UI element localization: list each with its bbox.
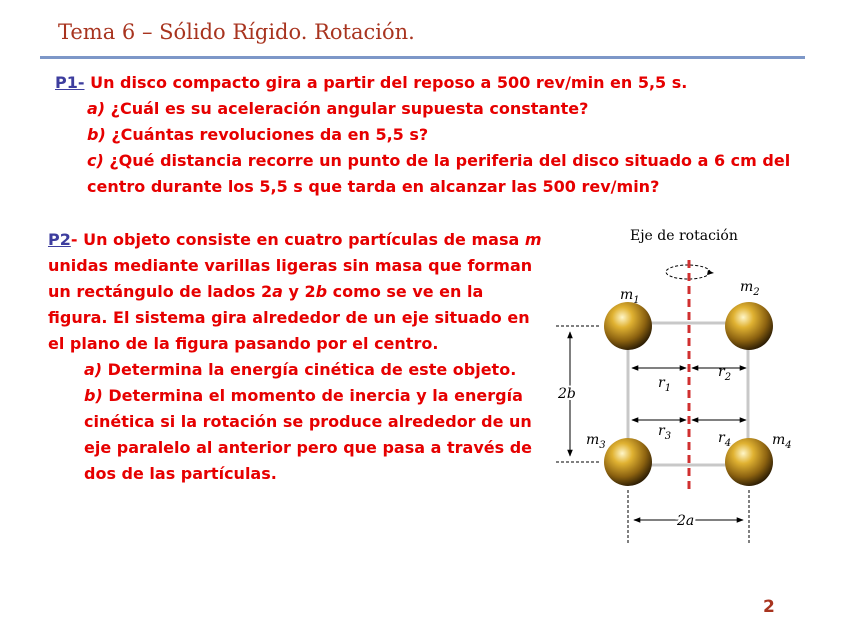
problem-2-text-4: como se ve en la figura. El sistema gira alrededor de un eje situado en el plano de la figura pasando por el centro. xyxy=(48,282,530,353)
label-r1: $r_1$ xyxy=(658,375,672,394)
problem-2-text-3: y 2 xyxy=(282,282,316,301)
label-m2: $m_2$ xyxy=(740,279,760,298)
part-c-text: ¿Qué distancia recorre un punto de la periferia del disco situado a 6 cm del centro durante los 5,5 s que tarda en alcanzar las 500 rev/min? xyxy=(87,151,791,196)
problem-1-text: Un disco compacto gira a partir del reposo a 500 rev/min en 5,5 s. xyxy=(84,73,688,92)
part-b-label: b) xyxy=(87,125,106,144)
problem-2-text-1: - Un objeto consiste en cuatro partículas de masa xyxy=(70,230,525,249)
problem-2-part-a xyxy=(48,357,543,383)
mass-variable: m xyxy=(524,230,542,249)
part-a-text: ¿Cuál es su aceleración angular supuesta constante? xyxy=(105,99,589,118)
rectangle-particles-figure xyxy=(540,222,810,552)
problem-2-part-b xyxy=(48,383,543,487)
problem-2-statement xyxy=(48,227,543,357)
problem-1-part-a xyxy=(55,96,825,122)
part-b-text: ¿Cuántas revoluciones da en 5,5 s? xyxy=(105,125,429,144)
particle-m2 xyxy=(725,302,773,350)
page-number: 2 xyxy=(763,597,775,617)
particle-m1 xyxy=(604,302,652,350)
label-2a: 2a xyxy=(677,513,695,529)
part-c-label: c) xyxy=(87,151,104,170)
label-m1: $m_1$ xyxy=(620,287,640,306)
label-m3: $m_3$ xyxy=(586,432,606,451)
problem-1-part-b xyxy=(55,122,825,148)
part-b-label: b) xyxy=(84,386,103,405)
particle-m3 xyxy=(604,438,652,486)
label-r4: $r_4$ xyxy=(718,430,732,449)
label-r3: $r_3$ xyxy=(658,423,672,442)
a-variable: a xyxy=(272,282,283,301)
problem-1-part-c xyxy=(55,148,825,200)
label-m4: $m_4$ xyxy=(772,432,792,451)
part-b-text: Determina el momento de inercia y la energía cinética si la rotación se produce alrededor de un eje paralelo al anterior pero que pasa a través de dos de las partículas. xyxy=(84,386,532,483)
title-divider xyxy=(40,56,805,59)
problem-1 xyxy=(55,70,825,200)
part-a-label: a) xyxy=(87,99,106,118)
part-a-label: a) xyxy=(84,360,103,379)
label-r2: $r_2$ xyxy=(718,364,732,383)
problem-1-label: P1- xyxy=(55,73,85,92)
axis-label: Eje de rotación xyxy=(630,228,738,244)
problem-2-label: P2 xyxy=(48,230,71,249)
particle-m4 xyxy=(725,438,773,486)
slide-title: Tema 6 – Sólido Rígido. Rotación. xyxy=(58,20,415,44)
part-a-text: Determina la energía cinética de este objeto. xyxy=(102,360,517,379)
problem-2 xyxy=(48,227,543,487)
problem-2-text-2: unidas mediante varillas ligeras sin masa que forman un rectángulo de lados 2 xyxy=(48,256,533,301)
problem-1-statement xyxy=(55,70,825,96)
b-variable: b xyxy=(315,282,328,301)
label-2b: 2b xyxy=(558,386,576,402)
